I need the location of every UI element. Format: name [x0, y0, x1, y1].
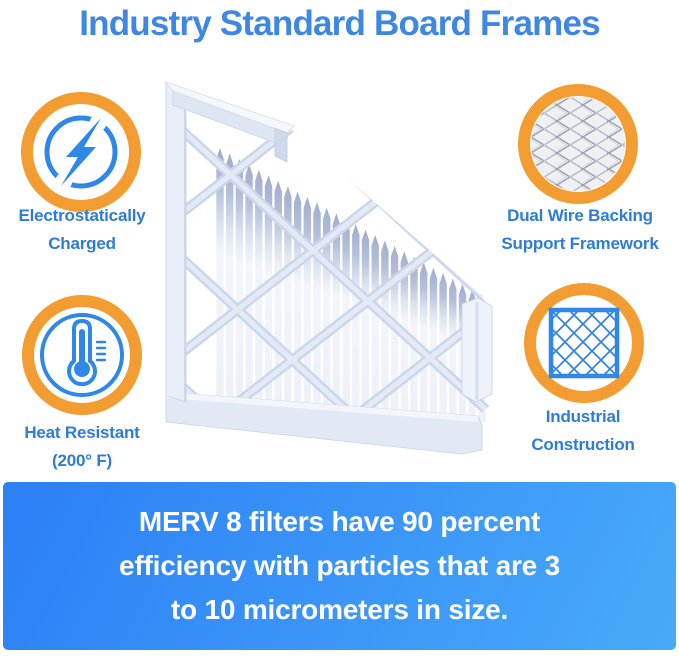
feature-label-line: Dual Wire Backing [507, 206, 653, 225]
thermometer-icon [36, 309, 128, 401]
air-filter-illustration [160, 70, 500, 470]
feature-label-line: Heat Resistant [24, 423, 140, 442]
feature-label-line: Charged [48, 234, 116, 253]
feature-label-heat-resistant [0, 419, 164, 475]
filter-left-bar [166, 82, 186, 402]
feature-label-wire-backing [496, 202, 664, 258]
banner-text [119, 500, 560, 632]
page-title: Industry Standard Board Frames [79, 4, 600, 43]
filter-right-channel [462, 298, 492, 402]
air-filter-image [160, 70, 500, 470]
lattice-square-icon [538, 297, 630, 389]
wire-mesh-icon [531, 97, 625, 191]
banner-line: MERV 8 filters have 90 percent [138, 506, 541, 537]
info-banner [3, 482, 676, 650]
feature-label-electrostatic [0, 202, 164, 258]
feature-label-line: (200° F) [52, 451, 112, 470]
wire-backing-ring [518, 84, 638, 204]
feature-label-line: Industrial [545, 407, 621, 426]
feature-label-line: Electrostatically [18, 206, 146, 225]
heat-resistant-ring [22, 295, 142, 415]
banner-line: to 10 micrometers in size. [170, 594, 509, 625]
feature-label-line: Construction [531, 435, 635, 454]
feature-label-line: Support Framework [501, 234, 659, 253]
industrial-ring [524, 283, 644, 403]
electrostatic-ring [21, 92, 141, 212]
feature-label-industrial [499, 403, 667, 459]
banner-line: efficiency with particles that are 3 [119, 550, 560, 581]
lightning-circle-icon [35, 106, 127, 198]
